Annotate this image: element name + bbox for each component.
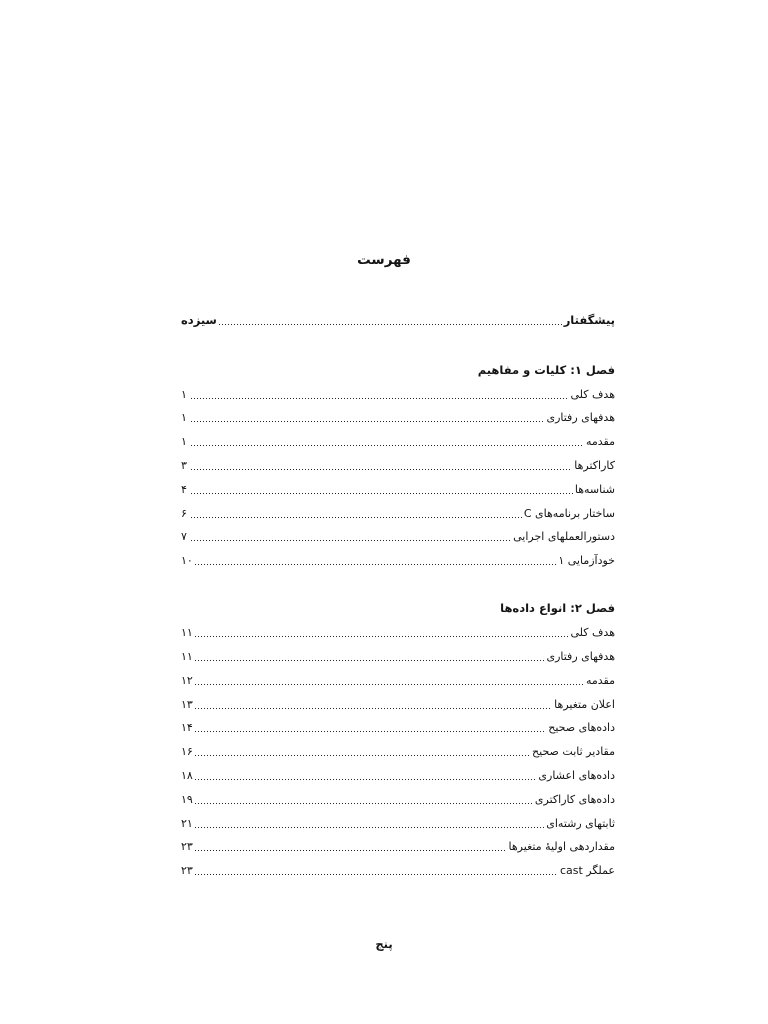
entry-page-number: ۱۱ (181, 649, 193, 663)
entry-page-number: ۱۴ (181, 721, 193, 735)
dot-leader (195, 564, 557, 565)
toc-entry-preface (181, 309, 615, 331)
toc-entry (181, 716, 615, 740)
entry-page-number: ۱ (181, 387, 187, 401)
entry-page-number: ۱۰ (181, 554, 193, 568)
dot-leader (219, 324, 562, 325)
dot-leader (195, 684, 584, 685)
dot-leader (195, 660, 545, 661)
entry-title: مقداردهی اولیهٔ متغیرها (508, 840, 615, 854)
entry-title: مقادیر ثابت صحیح (532, 745, 615, 759)
entry-page-number: ۷ (181, 530, 187, 544)
entry-title: هدف کلی (570, 387, 615, 401)
entry-title: دستورالعملهای اجرایی (513, 530, 615, 544)
dot-leader (195, 731, 546, 732)
dot-leader (195, 850, 507, 851)
entry-title: مقدمه (585, 435, 615, 449)
entry-page-number: ۱۹ (181, 792, 193, 806)
dot-leader (191, 445, 584, 446)
entry-title: داده‌های کاراکتری (534, 792, 615, 806)
dot-leader (191, 540, 511, 541)
toc-entry (181, 692, 615, 716)
toc-entry (181, 430, 615, 454)
chapter-heading: فصل ۲: انواع داده‌ها (500, 601, 615, 615)
entry-title: خودآزمایی ۱ (558, 554, 615, 568)
toc-entry (181, 621, 615, 645)
toc-entry (181, 740, 615, 764)
entry-title: ثابتهای رشته‌ای (546, 816, 615, 830)
entry-title: هدف کلی (570, 626, 615, 640)
chapter-1-section (181, 359, 615, 573)
dot-leader (191, 493, 573, 494)
toc-entry (181, 477, 615, 501)
toc-entry (181, 764, 615, 788)
toc-entry (181, 501, 615, 525)
entry-page-number: ۴ (181, 482, 187, 496)
entry-title: پیشگفتار (563, 313, 615, 327)
entry-page-number: ۱۸ (181, 768, 193, 782)
entry-page-number: ۱۱ (181, 626, 193, 640)
toc-entry (181, 406, 615, 430)
entry-title: اعلان متغیرها (554, 697, 615, 711)
entry-page-number: ۱ (181, 411, 187, 425)
dot-leader (195, 874, 558, 875)
toc-entry (181, 549, 615, 573)
entry-title: مقدمه (585, 673, 615, 687)
toc-entry (181, 525, 615, 549)
entry-title: شناسه‌ها (574, 482, 615, 496)
toc-entry (181, 859, 615, 883)
preface-section (181, 309, 615, 331)
entry-page-number: ۳ (181, 459, 187, 473)
entry-title: هدفهای رفتاری (546, 411, 615, 425)
toc-entry (181, 835, 615, 859)
toc-entry (181, 382, 615, 406)
entry-title: هدفهای رفتاری (546, 649, 615, 663)
chapter-2-section (181, 597, 615, 883)
toc-entry (181, 645, 615, 669)
dot-leader (195, 827, 544, 828)
entry-page-number: ۲۳ (181, 864, 193, 878)
entry-page-number: ۱۶ (181, 745, 193, 759)
entry-title: کاراکترها (574, 459, 615, 473)
entry-title: داده‌های صحیح (548, 721, 615, 735)
dot-leader (195, 755, 530, 756)
chapter-heading: فصل ۱: کلیات و مفاهیم (477, 362, 615, 377)
entry-page-number: سیزده (181, 313, 217, 327)
entry-page-number: ۲۱ (181, 816, 193, 830)
dot-leader (191, 421, 544, 422)
page-title: فهرست (357, 252, 411, 268)
page-footer-number: پنج (375, 937, 393, 951)
entry-title: عملگر cast (559, 864, 615, 878)
entry-page-number: ۱۲ (181, 673, 193, 687)
dot-leader (195, 636, 569, 637)
toc-entry (181, 668, 615, 692)
entry-title: ساختار برنامه‌های C (523, 506, 615, 520)
dot-leader (191, 469, 572, 470)
entry-title: داده‌های اعشاری (538, 768, 615, 782)
toc-entry (181, 454, 615, 478)
dot-leader (191, 517, 522, 518)
dot-leader (195, 779, 537, 780)
dot-leader (191, 398, 568, 399)
entry-page-number: ۱ (181, 435, 187, 449)
dot-leader (195, 803, 533, 804)
toc-entry (181, 811, 615, 835)
entry-page-number: ۶ (181, 506, 187, 520)
toc-entry (181, 787, 615, 811)
dot-leader (195, 708, 552, 709)
entry-page-number: ۲۳ (181, 840, 193, 854)
entry-page-number: ۱۳ (181, 697, 193, 711)
